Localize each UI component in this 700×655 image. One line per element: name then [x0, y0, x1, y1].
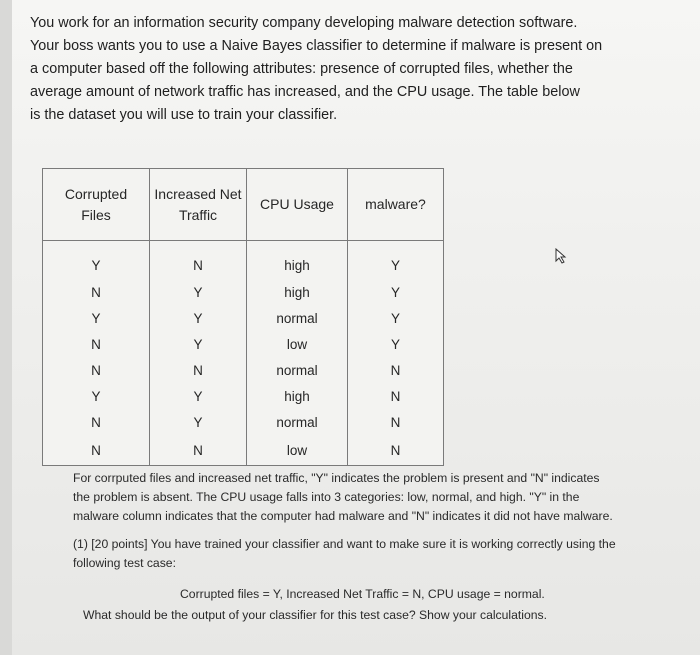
- question-line: following test case:: [73, 556, 176, 570]
- cell-malware: Y: [348, 305, 444, 331]
- cell-malware: N: [348, 409, 444, 435]
- table-row: [43, 409, 444, 435]
- question-line: (1) [20 points] You have trained your classifier and want to make sure it is working correctly using the: [73, 537, 616, 551]
- header-malware: malware?: [348, 169, 444, 241]
- dataset-table: [42, 168, 444, 466]
- cell-cpu-usage: normal: [247, 409, 348, 435]
- question-text: [73, 535, 673, 573]
- cell-cpu-usage: normal: [247, 357, 348, 383]
- cell-cpu-usage: low: [247, 331, 348, 357]
- intro-line: is the dataset you will use to train your classifier.: [30, 107, 338, 123]
- cell-cpu-usage: high: [247, 279, 348, 305]
- header-cpu-usage: CPU Usage: [247, 169, 348, 241]
- table-row: [43, 241, 444, 280]
- header-increased-net-traffic: Increased Net Traffic: [150, 169, 247, 241]
- cell-malware: Y: [348, 241, 444, 280]
- intro-line: Your boss wants you to use a Naive Bayes classifier to determine if malware is present on: [30, 38, 603, 54]
- note-line: the problem is absent. The CPU usage falls into 3 categories: low, normal, and high. "Y" in the: [73, 490, 580, 504]
- cell-increased-net-traffic: N: [150, 241, 247, 280]
- cell-corrupted-files: Y: [43, 241, 150, 280]
- table-header-row: [43, 169, 444, 241]
- table-row: [43, 357, 444, 383]
- intro-line: average amount of network traffic has increased, and the CPU usage. The table below: [30, 84, 580, 100]
- mouse-pointer-icon: [554, 248, 568, 264]
- table-row: [43, 383, 444, 409]
- table-row: [43, 305, 444, 331]
- cell-cpu-usage: low: [247, 435, 348, 466]
- table-explanation: [73, 469, 673, 526]
- cell-malware: N: [348, 435, 444, 466]
- cell-corrupted-files: N: [43, 409, 150, 435]
- cell-cpu-usage: high: [247, 383, 348, 409]
- cell-malware: N: [348, 383, 444, 409]
- cell-increased-net-traffic: N: [150, 435, 247, 466]
- header-corrupted-files: Corrupted Files: [43, 169, 150, 241]
- cell-corrupted-files: Y: [43, 383, 150, 409]
- test-case: Corrupted files = Y, Increased Net Traffic = N, CPU usage = normal.: [180, 587, 545, 601]
- intro-paragraph: [30, 12, 630, 127]
- cell-corrupted-files: N: [43, 357, 150, 383]
- cell-increased-net-traffic: Y: [150, 331, 247, 357]
- note-line: malware column indicates that the computer had malware and "N" indicates it did not have malware.: [73, 509, 613, 523]
- cell-cpu-usage: normal: [247, 305, 348, 331]
- cell-increased-net-traffic: Y: [150, 279, 247, 305]
- cell-increased-net-traffic: Y: [150, 383, 247, 409]
- cell-malware: Y: [348, 331, 444, 357]
- cell-corrupted-files: N: [43, 331, 150, 357]
- cell-malware: N: [348, 357, 444, 383]
- cell-corrupted-files: N: [43, 435, 150, 466]
- cell-malware: Y: [348, 279, 444, 305]
- note-line: For corrputed files and increased net traffic, "Y" indicates the problem is present and "N" indicates: [73, 471, 600, 485]
- table-row: [43, 331, 444, 357]
- table-row: [43, 435, 444, 466]
- cell-corrupted-files: N: [43, 279, 150, 305]
- cell-increased-net-traffic: N: [150, 357, 247, 383]
- cell-increased-net-traffic: Y: [150, 305, 247, 331]
- cell-increased-net-traffic: Y: [150, 409, 247, 435]
- table-row: [43, 279, 444, 305]
- cell-cpu-usage: high: [247, 241, 348, 280]
- question-prompt: What should be the output of your classifier for this test case? Show your calculations.: [83, 608, 548, 622]
- intro-line: You work for an information security company developing malware detection software.: [30, 15, 578, 31]
- cell-corrupted-files: Y: [43, 305, 150, 331]
- intro-line: a computer based off the following attributes: presence of corrupted files, whether the: [30, 61, 573, 77]
- dataset-table-container: [42, 168, 444, 466]
